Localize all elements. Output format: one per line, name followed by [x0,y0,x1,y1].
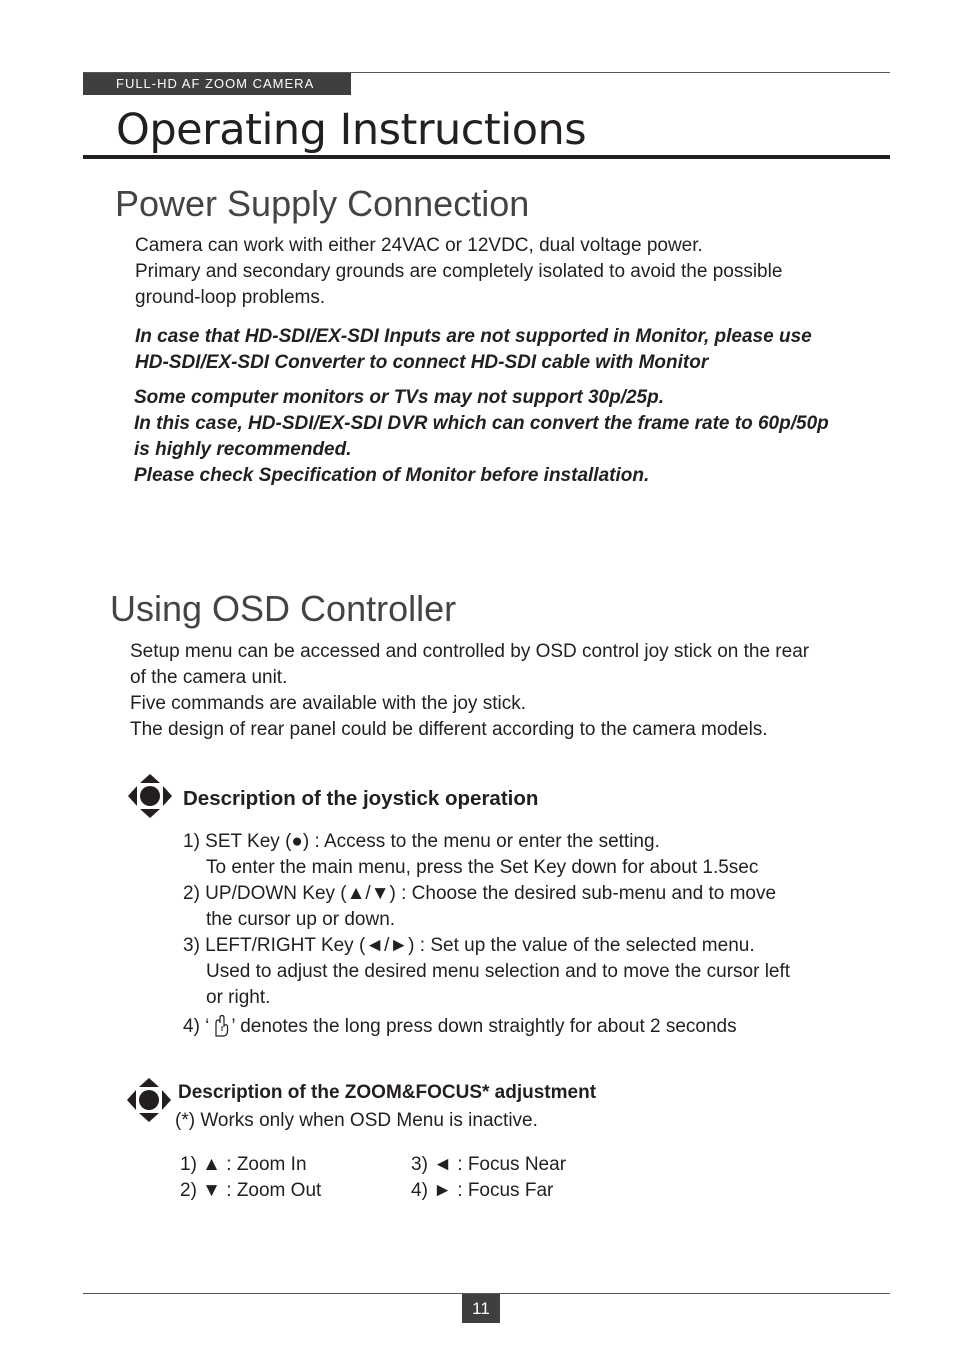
joystick-icon [125,1076,173,1124]
zoom-heading: Description of the ZOOM&FOCUS* adjustment [178,1082,597,1103]
press-hand-icon [210,1014,230,1038]
framerate-note [134,385,829,489]
zoom-note: (*) Works only when OSD Menu is inactive. [175,1110,538,1131]
focus-near-item: 3) ◄ : Focus Near [411,1154,567,1175]
power-line-2: Primary and secondary grounds are completely isolated to avoid the possible [135,261,783,282]
power-paragraph [135,233,782,311]
framerate-note-line-2: In this case, HD-SDI/EX-SDI DVR which can convert the frame rate to 60p/50p [134,413,829,434]
converter-note [135,324,812,376]
joystick-item-2-cont: the cursor up or down. [206,909,396,930]
power-line-1: Camera can work with either 24VAC or 12VDC, dual voltage power. [135,235,703,256]
title-underline [83,155,890,159]
zoom-in-item: 1) ▲ : Zoom In [180,1154,307,1175]
joystick-item-3-cont: Used to adjust the desired menu selection and to move the cursor left [206,961,791,982]
framerate-note-line-1: Some computer monitors or TVs may not support 30p/25p. [134,387,664,408]
osd-line-1: Setup menu can be accessed and controlled by OSD control joy stick on the rear [130,641,810,662]
osd-line-2: of the camera unit. [130,667,288,688]
osd-line-4: The design of rear panel could be different according to the camera models. [130,719,768,740]
osd-heading: Using OSD Controller [110,588,457,629]
page-number: 11 [462,1294,500,1323]
osd-line-3: Five commands are available with the joy stick. [130,693,526,714]
zoom-list-right [411,1152,566,1204]
framerate-note-line-4: Please check Specification of Monitor before installation. [134,465,650,486]
product-tag: FULL-HD AF ZOOM CAMERA [83,73,351,95]
joystick-icon [126,772,174,820]
power-heading: Power Supply Connection [115,183,530,224]
page-title: Operating Instructions [116,105,587,155]
joystick-list [183,829,790,1040]
framerate-note-line-3: is highly recommended. [134,439,352,460]
joystick-item-4 [183,1014,790,1040]
joystick-item-1: 1) SET Key (●) : Access to the menu or enter the setting. [183,831,660,852]
joystick-item-4-prefix: 4) ‘ [183,1016,210,1037]
osd-paragraph [130,639,809,743]
joystick-item-3-cont2: or right. [206,987,271,1008]
joystick-item-4-suffix: ’ denotes the long press down straightly for about 2 seconds [231,1016,737,1037]
zoom-out-item: 2) ▼ : Zoom Out [180,1180,322,1201]
joystick-item-1-cont: To enter the main menu, press the Set Key down for about 1.5sec [206,857,759,878]
converter-note-line-1: In case that HD-SDI/EX-SDI Inputs are not supported in Monitor, please use [135,326,812,347]
zoom-list-left [180,1152,321,1204]
joystick-heading: Description of the joystick operation [183,787,539,810]
joystick-item-3: 3) LEFT/RIGHT Key (◄/►) : Set up the value of the selected menu. [183,935,755,956]
converter-note-line-2: HD-SDI/EX-SDI Converter to connect HD-SDI cable with Monitor [135,352,709,373]
focus-far-item: 4) ► : Focus Far [411,1180,554,1201]
power-line-3: ground-loop problems. [135,287,326,308]
joystick-item-2: 2) UP/DOWN Key (▲/▼) : Choose the desired sub-menu and to move [183,883,777,904]
